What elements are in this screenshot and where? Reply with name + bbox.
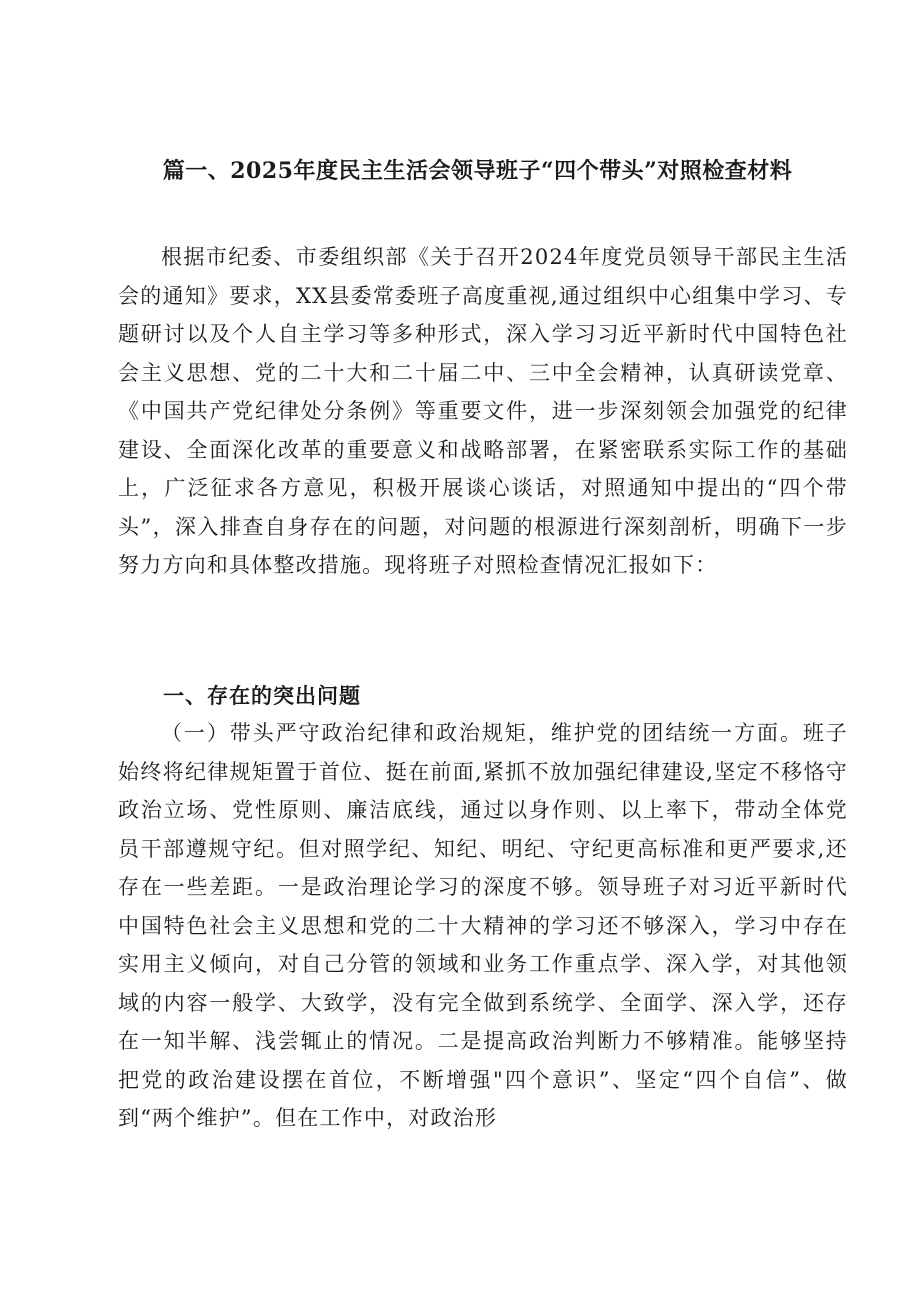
- section-paragraph: （一）带头严守政治纪律和政治规矩，维护党的团结统一方面。班子始终将纪律规矩置于首位、挺在前面,紧抓不放加强纪律建设,坚定不移恪守政治立场、党性原则、廉洁底线，通过以身作则、以上率下，带动全体党员干部遵规守纪。但对照学纪、知纪、明纪、守纪更高标准和更严要求,还存在一些差距。一是政治理论学习的深度不够。领导班子对习近平新时代中国特色社会主义思想和党的二十大精神的学习还不够深入，学习中存在实用主义倾向，对自己分管的领域和业务工作重点学、深入学，对其他领域的内容一般学、大致学，没有完全做到系统学、全面学、深入学，还存在一知半解、浅尝辄止的情况。二是提高政治判断力不够精准。能够坚持把党的政治建设摆在首位，不断增强"四个意识”、坚定“四个自信”、做到“两个维护”。但在工作中，对政治形: [118, 721, 848, 1130]
- section-heading: 一、存在的突出问题: [163, 683, 361, 708]
- intro-paragraph: 根据市纪委、市委组织部《关于召开2024年度党员领导干部民主生活会的通知》要求，XX县委常委班子高度重视,通过组织中心组集中学习、专题研讨以及个人自主学习等多种形式，深入学习习近平新时代中国特色社会主义思想、党的二十大和二十届二中、三中全会精神，认真研读党章、《中国共产党纪律处分条例》等重要文件，进一步深刻领会加强党的纪律建设、全面深化改革的重要意义和战略部署，在紧密联系实际工作的基础上，广泛征求各方意见，积极开展谈心谈话，对照通知中提出的“四个带头”，深入排查自身存在的问题，对问题的根源进行深刻剖析，明确下一步努力方向和具体整改措施。现将班子对照检查情况汇报如下：: [118, 245, 848, 577]
- document-title: 篇一、2025年度民主生活会领导班子“四个带头”对照检查材料: [162, 158, 793, 184]
